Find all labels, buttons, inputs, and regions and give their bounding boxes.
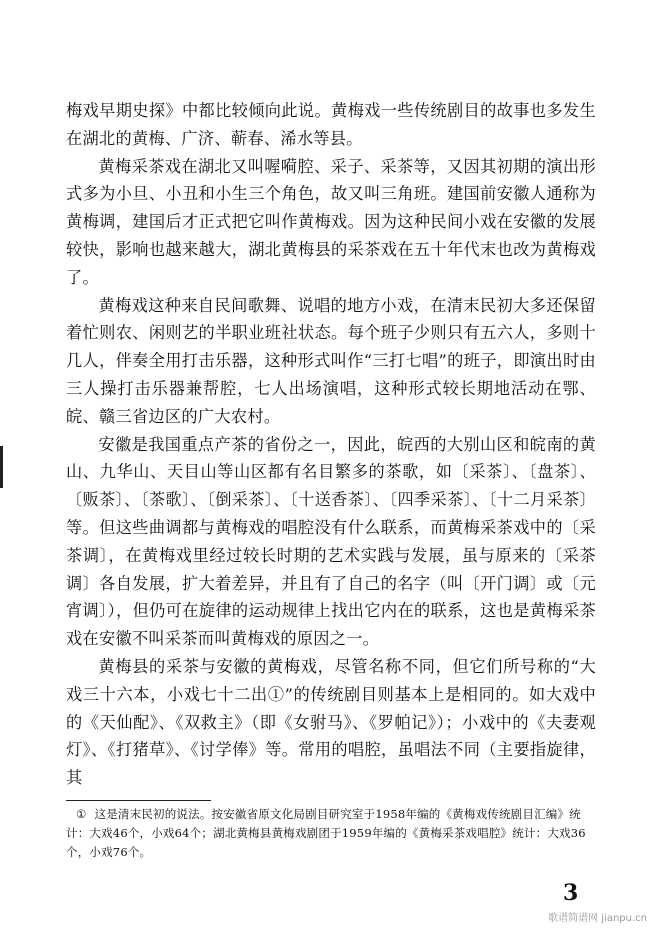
margin-mark [0, 446, 3, 488]
watermark: 歌谱简谱网 jianpu.cn [548, 913, 647, 924]
page-number: 3 [563, 880, 579, 906]
paragraph-4: 安徽是我国重点产茶的省份之一，因此，皖西的大别山区和皖南的黄山、九华山、天目山等山区都有名目繁多的茶歌，如〔采茶〕、〔盘茶〕、〔贩茶〕、〔茶歌〕、〔倒采茶〕、〔十送香茶〕、〔四季采茶〕、〔十二月采茶〕等。但这些曲调都与黄梅戏的唱腔没有什么联系，而黄梅采茶戏中的〔采茶调〕，在黄梅戏里经过较长时期的艺术实践与发展，虽与原来的〔采茶调〕各自发展，扩大着差异，并且有了自己的名字（叫〔开门调〕或〔元宵调〕），但仍可在旋律的运动规律上找出它内在的联系，这也是黄梅采茶戏在安徽不叫采茶而叫黄梅戏的原因之一。 [66, 434, 596, 649]
paragraph-1: 梅戏早期史探》中都比较倾向此说。黄梅戏一些传统剧目的故事也多发生在湖北的黄梅、广济、蕲春、浠水等县。 [66, 101, 596, 148]
footnote-text: 这是清末民初的说法。按安徽省原文化局剧目研究室于1958年编的《黄梅戏传统剧目汇编》统计：大戏46个，小戏64个；湖北黄梅县黄梅戏剧团于1959年编的《黄梅采茶戏唱腔》统计：大戏36个，小戏76个。 [66, 807, 586, 859]
footnote-marker: ① [76, 807, 87, 821]
body-text [66, 97, 596, 792]
footnote-divider [66, 800, 211, 801]
footnote [66, 805, 596, 862]
paragraph-2: 黄梅采茶戏在湖北又叫喔嗬腔、采子、采茶等，又因其初期的演出形式多为小旦、小丑和小生三个角色，故又叫三角班。建国前安徽人通称为黄梅调，建国后才正式把它叫作黄梅戏。因为这种民间小戏在安徽的发展较快，影响也越来越大，湖北黄梅县的采茶戏在五十年代末也改为黄梅戏了。 [66, 156, 596, 287]
paragraph-3: 黄梅戏这种来自民间歌舞、说唱的地方小戏，在清末民初大多还保留着忙则农、闲则艺的半职业班社状态。每个班子少则只有五六人，多则十几人，伴奏全用打击乐器，这种形式叫作“三打七唱”的班子，即演出时由三人操打击乐器兼帮腔，七人出场演唱，这种形式较长期地活动在鄂、皖、赣三省边区的广大农村。 [66, 295, 596, 426]
paragraph-5: 黄梅县的采茶与安徽的黄梅戏，尽管名称不同，但它们所号称的“大戏三十六本，小戏七十二出①”的传统剧目则基本上是相同的。如大戏中的《天仙配》、《双救主》（即《女驸马》、《罗帕记》）；小戏中的《夫妻观灯》、《打猪草》、《讨学俸》等。常用的唱腔，虽唱法不同（主要指旋律，其 [66, 656, 596, 788]
